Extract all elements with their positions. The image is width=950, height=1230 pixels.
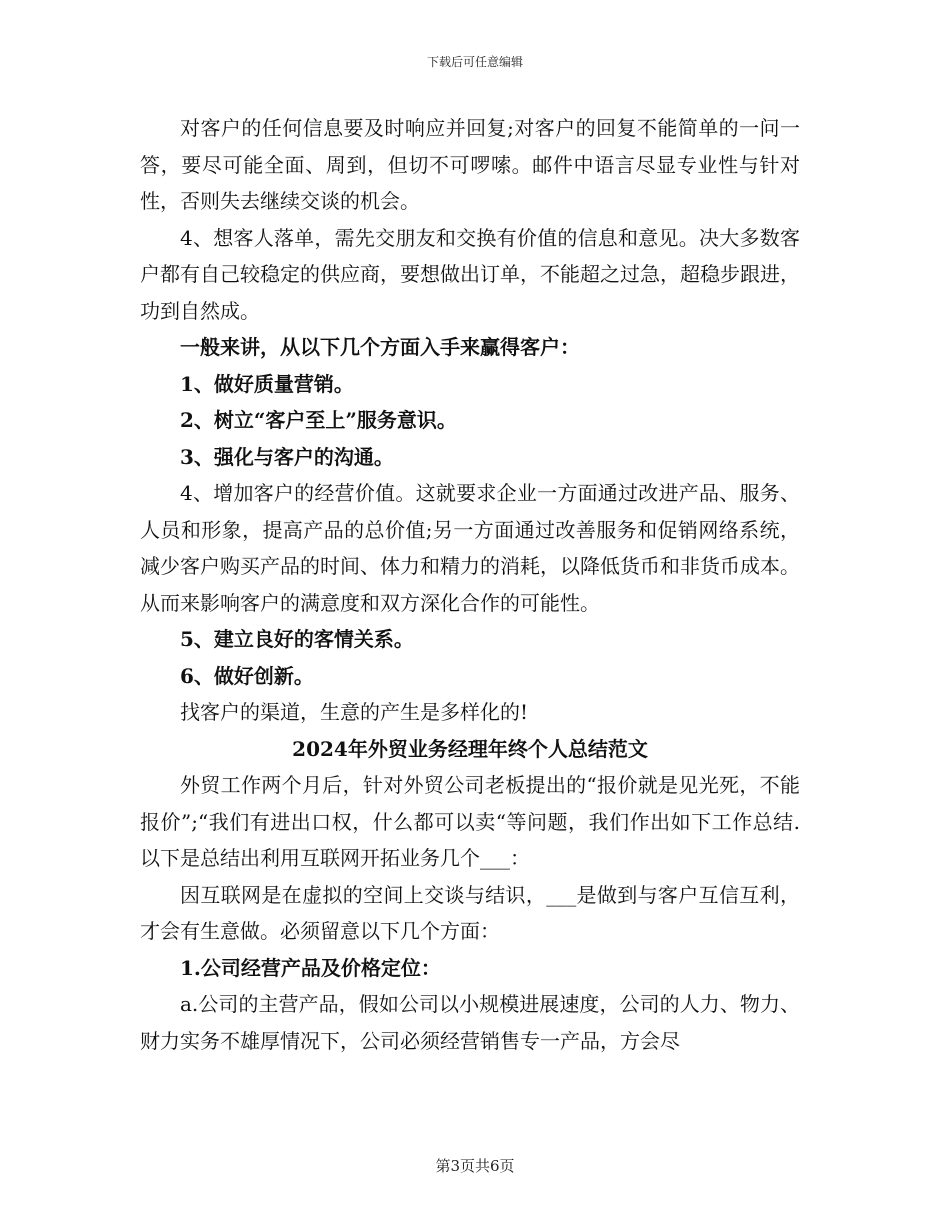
paragraph-point-4-friends: 4、想客人落单，需先交朋友和交换有价值的信息和意见。决大多数客户都有自己较稳定的供应商，要想做出订单，不能超之过急，超稳步跟进，功到自然成。 bbox=[140, 225, 800, 323]
list-item-communication: 3、强化与客户的沟通。 bbox=[180, 444, 394, 469]
list-item-quality-marketing: 1、做好质量营销。 bbox=[180, 371, 354, 396]
list-item-innovation: 6、做好创新。 bbox=[180, 663, 314, 688]
paragraph-customer-value: 4、增加客户的经营价值。这就要求企业一方面通过改进产品、服务、人员和形象，提高产品的总价值;另一方面通过改善服务和促销网络系统，减少客户购买产品的时间、体力和精力的消耗，以降低货币和非货币成本。从而来影响客户的满意度和双方深化合作的可能性。 bbox=[140, 481, 800, 615]
section-heading-win-customers: 一般来讲，从以下几个方面入手来赢得客户： bbox=[180, 335, 580, 359]
paragraph-internet-trust: 因互联网是在虚拟的空间上交谈与结识，___是做到与客户互信互利，才会有生意做。必须留意以下几个方面： bbox=[140, 882, 800, 943]
paragraph-channels: 找客户的渠道，生意的产生是多样化的! bbox=[180, 700, 529, 724]
list-item-relationship: 5、建立良好的客情关系。 bbox=[180, 627, 414, 651]
page-header-note: 下载后可任意编辑 bbox=[426, 55, 523, 69]
list-item-customer-first: 2、树立“客户至上”服务意识。 bbox=[180, 408, 457, 432]
paragraph-reply-guidelines: 对客户的任何信息要及时响应并回复;对客户的回复不能简单的一问一答，要尽可能全面、周到，但切不可啰嗦。邮件中语言尽显专业性与针对性，否则失去继续交谈的机会。 bbox=[140, 116, 800, 213]
paragraph-main-products: a.公司的主营产品，假如公司以小规模进展速度，公司的人力、物力、财力实务不雄厚情况下，公司必须经营销售专一产品，方会尽 bbox=[140, 992, 800, 1053]
document-body bbox=[140, 110, 800, 1059]
document-title: 2024年外贸业务经理年终个人总结范文 bbox=[292, 736, 648, 761]
section-heading-product-pricing: 1.公司经营产品及价格定位： bbox=[180, 955, 441, 980]
paragraph-intro-summary: 外贸工作两个月后，针对外贸公司老板提出的“报价就是见光死，不能报价”;“我们有进出口权，什么都可以卖“等问题，我们作出如下工作总结.以下是总结出利用互联网开拓业务几个___： bbox=[140, 773, 800, 870]
page-number: 第3页共6页 bbox=[435, 1157, 515, 1175]
